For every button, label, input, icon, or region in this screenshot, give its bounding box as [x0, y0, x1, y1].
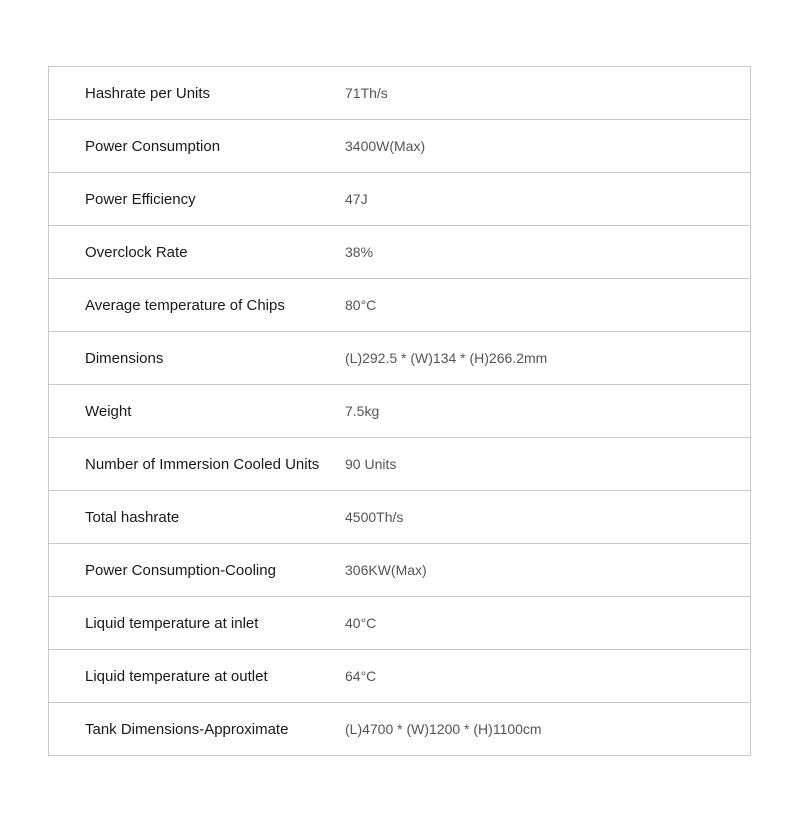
spec-row-liquid-temperature-inlet — [49, 597, 750, 650]
spec-row-total-hashrate — [49, 491, 750, 544]
spec-label: Average temperature of Chips — [85, 296, 285, 314]
spec-row-dimensions — [49, 332, 750, 385]
spec-row-power-consumption-cooling — [49, 544, 750, 597]
spec-value: 47J — [345, 191, 368, 207]
spec-value: 40°C — [345, 615, 377, 631]
spec-value: 71Th/s — [345, 85, 388, 101]
spec-row-overclock-rate — [49, 226, 750, 279]
spec-value: 7.5kg — [345, 403, 380, 419]
spec-value: 80°C — [345, 297, 377, 313]
spec-label: Overclock Rate — [85, 243, 188, 261]
spec-label: Weight — [85, 402, 132, 420]
spec-label: Dimensions — [85, 349, 164, 367]
spec-label: Tank Dimensions-Approximate — [85, 720, 289, 738]
spec-row-hashrate-per-units — [49, 67, 750, 120]
spec-label: Liquid temperature at outlet — [85, 667, 268, 685]
spec-label: Power Consumption-Cooling — [85, 561, 276, 579]
spec-row-immersion-cooled-units — [49, 438, 750, 491]
spec-label: Liquid temperature at inlet — [85, 614, 259, 632]
spec-value: 3400W(Max) — [345, 138, 426, 154]
spec-label: Number of Immersion Cooled Units — [85, 455, 320, 473]
spec-value: (L)292.5 * (W)134 * (H)266.2mm — [345, 350, 548, 366]
spec-row-weight — [49, 385, 750, 438]
spec-value: 90 Units — [345, 456, 397, 472]
spec-row-average-chip-temperature — [49, 279, 750, 332]
spec-value: 306KW(Max) — [345, 562, 427, 578]
spec-value: 4500Th/s — [345, 509, 404, 525]
spec-row-liquid-temperature-outlet — [49, 650, 750, 703]
spec-label: Power Efficiency — [85, 190, 196, 208]
spec-value: 64°C — [345, 668, 377, 684]
spec-label: Total hashrate — [85, 508, 180, 526]
spec-table — [48, 66, 751, 756]
spec-label: Power Consumption — [85, 137, 221, 155]
spec-label: Hashrate per Units — [85, 84, 211, 102]
spec-row-power-efficiency — [49, 173, 750, 226]
spec-value: 38% — [345, 244, 374, 260]
spec-row-tank-dimensions — [49, 703, 750, 755]
spec-row-power-consumption — [49, 120, 750, 173]
spec-value: (L)4700 * (W)1200 * (H)1100cm — [345, 721, 542, 737]
